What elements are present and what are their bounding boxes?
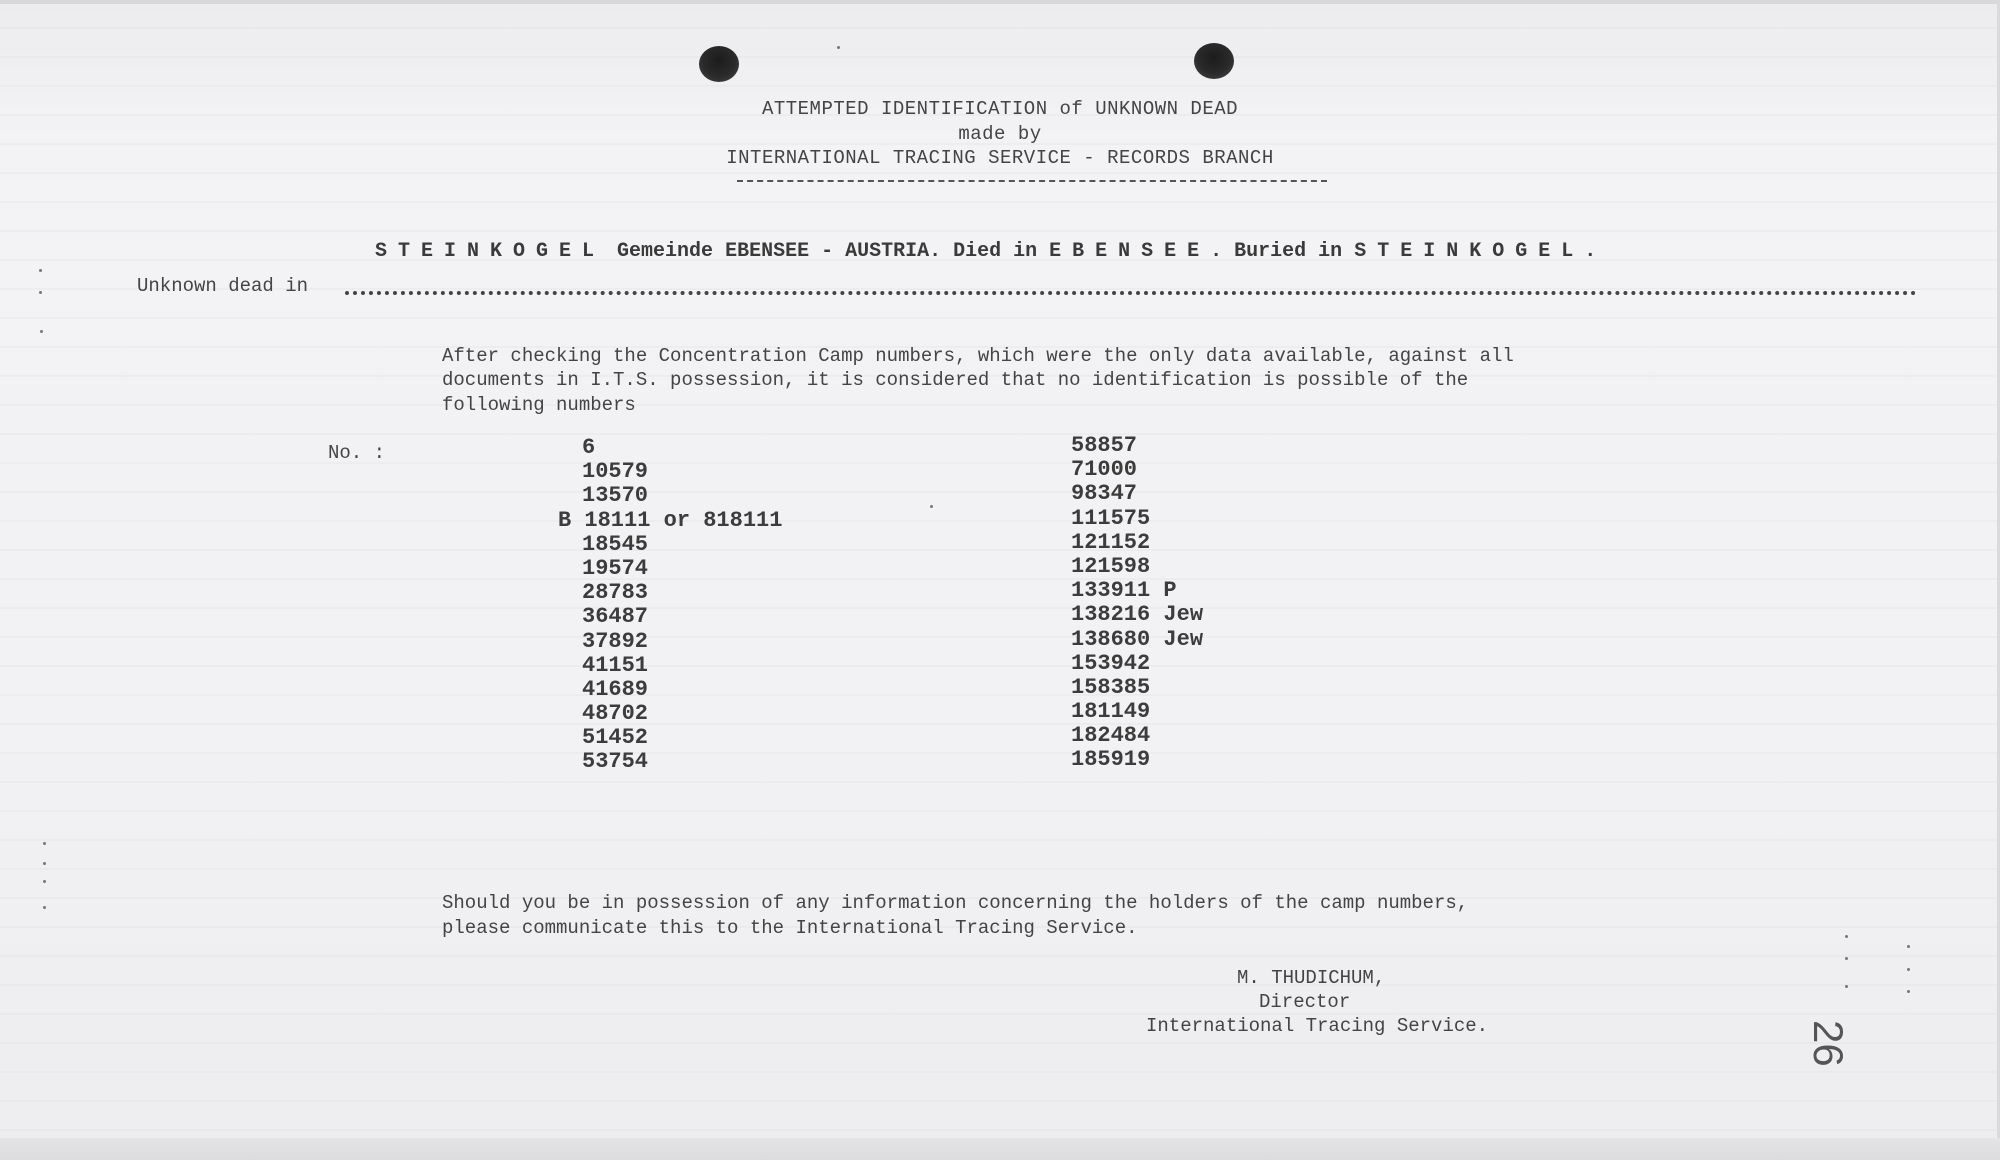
camp-number-right: 71000 [1071,457,1138,483]
margin-speck [1845,957,1848,960]
camp-number-left: 6 [582,435,596,460]
camp-number-right: 182484 [1071,723,1151,749]
location-died-in: EBENSEE [1049,240,1211,263]
margin-speck [1845,935,1848,938]
numbers-left-column [558,435,783,775]
location-line [375,240,1596,263]
dotted-leader [345,291,1917,295]
camp-number-right: 181149 [1071,699,1151,725]
camp-number-left: 19574 [582,555,649,581]
camp-number-right: 153942 [1071,650,1151,676]
closing-line-1: Should you be in possession of any information concerning the holders of the camp numbers, [442,892,1469,914]
location-buried-in: STEINKOGEL [1354,240,1585,263]
punch-hole-right [1194,43,1234,79]
margin-speck [1845,985,1848,988]
camp-number-left: 18545 [582,531,649,557]
camp-number-right: 138216 Jew [1071,602,1204,628]
camp-number-left: 53754 [582,749,649,775]
signature-organization: International Tracing Service. [1146,1015,1489,1037]
camp-number-left: 48702 [582,701,649,727]
margin-speck [40,330,43,333]
camp-number-left: 13570 [582,483,649,509]
margin-speck [39,269,42,272]
camp-number-right: 133911 P [1071,578,1177,604]
margin-speck [43,906,46,909]
location-end: . [1584,240,1597,263]
page-bottom-band [0,1138,2000,1160]
signature-title: Director [1259,991,1351,1013]
camp-number-right: 138680 Jew [1071,626,1204,652]
intro-line-3: following numbers [442,394,636,416]
camp-number-left: 36487 [582,604,649,630]
camp-number-right: 58857 [1071,433,1138,458]
camp-number-left: 41151 [582,652,649,678]
header-made-by: made by [958,123,1042,145]
camp-number-left: 10579 [582,459,649,485]
margin-speck [43,862,46,865]
camp-number-right: 185919 [1071,747,1151,773]
header-title: ATTEMPTED IDENTIFICATION of UNKNOWN DEAD [761,98,1239,120]
unknown-dead-label: Unknown dead in [137,275,309,297]
margin-speck [837,46,840,49]
signature-name: M. THUDICHUM, [1237,967,1386,989]
numbers-right-column [1071,434,1203,773]
camp-number-right: 121152 [1071,529,1151,555]
number-label: No. : [328,442,386,464]
margin-speck [43,880,46,883]
margin-speck [1907,968,1910,971]
margin-speck [1907,945,1910,948]
camp-number-left: 51452 [582,725,649,751]
camp-number-left: 28783 [582,580,649,606]
header-dashed-rule [737,180,1327,182]
header-organization: INTERNATIONAL TRACING SERVICE - RECORDS BRANCH [726,147,1274,169]
camp-number-left: 37892 [582,628,649,654]
location-place: STEINKOGEL [375,240,606,263]
camp-number-right: 158385 [1071,674,1151,700]
camp-number-right: 111575 [1071,505,1151,531]
location-gemeinde: Gemeinde EBENSEE - AUSTRIA. Died in [617,240,1038,263]
margin-speck [930,505,933,508]
margin-speck [1907,990,1910,993]
camp-number-left: B 18111 or 818111 [558,507,783,533]
margin-speck [43,842,46,845]
punch-hole-left [699,46,739,82]
camp-number-right: 121598 [1071,553,1151,579]
camp-number-left: 41689 [582,676,649,702]
closing-line-2: please communicate this to the International Tracing Service. [442,917,1138,939]
location-buried-label: . Buried in [1210,240,1343,263]
page-top-edge [0,0,2000,4]
margin-speck [39,291,42,294]
camp-number-right: 98347 [1071,481,1138,507]
intro-line-2: documents in I.T.S. possession, it is considered that no identification is possible of the [442,369,1469,391]
page-number: 26 [1805,1020,1852,1067]
intro-line-1: After checking the Concentration Camp numbers, which were the only data available, against all [442,345,1514,367]
